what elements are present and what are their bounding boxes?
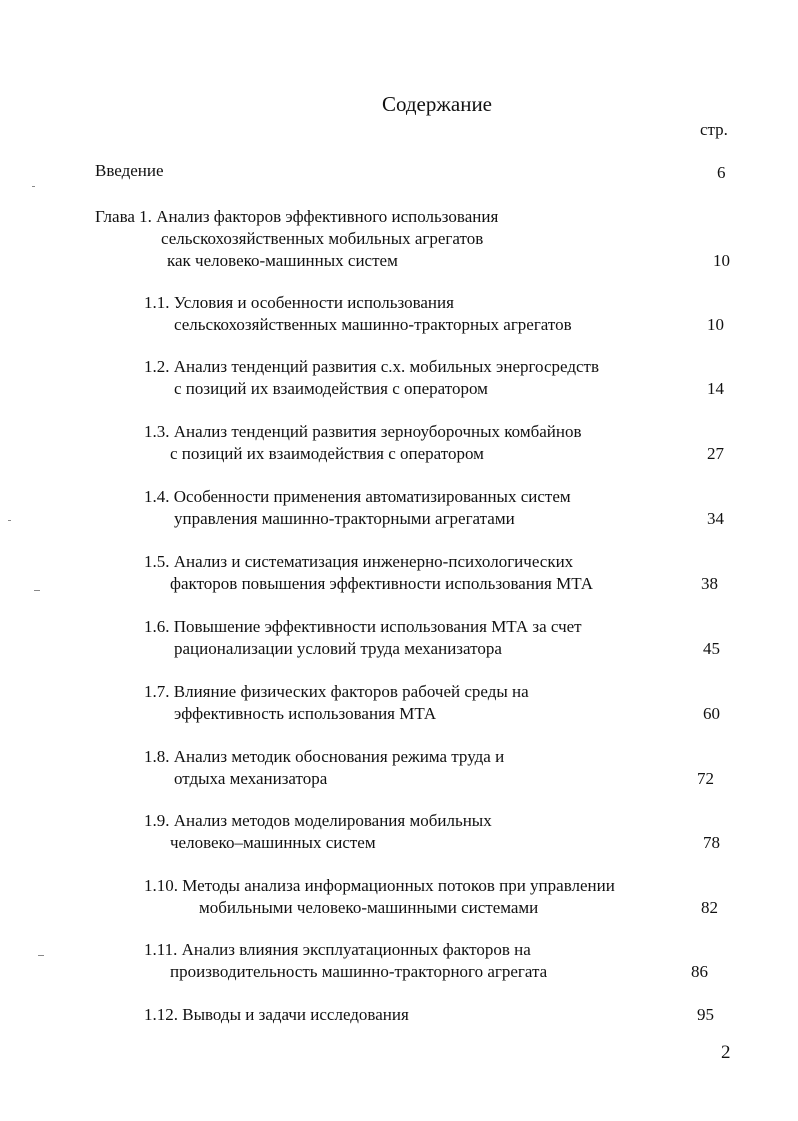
toc-section-1-8-line-1: 1.8. Анализ методик обоснования режима труда и — [144, 747, 505, 766]
page-column-label: стр. — [700, 120, 728, 139]
toc-section-1-12-page: 95 — [697, 1005, 714, 1024]
toc-section-1-1-line-2: сельскохозяйственных машинно-тракторных агрегатов — [174, 315, 572, 334]
toc-section-1-6-line-2: рационализации условий труда механизатора — [174, 639, 502, 658]
toc-section-1-3-line-2: с позиций их взаимодействия с оператором — [170, 444, 484, 463]
toc-section-1-1-page: 10 — [707, 315, 724, 334]
toc-section-1-11-line-2: производительность машинно-тракторного агрегата — [170, 962, 548, 981]
toc-section-1-5-page: 38 — [701, 574, 718, 593]
toc-section-1-5-line-1: 1.5. Анализ и систематизация инженерно-психологических — [144, 552, 574, 571]
toc-section-1-9-line-2: человеко–машинных систем — [170, 833, 376, 852]
toc-section-1-4-line-2: управления машинно-тракторными агрегатами — [174, 509, 515, 528]
toc-section-1-3-page: 27 — [707, 444, 724, 463]
toc-section-1-6-line-1: 1.6. Повышение эффективности использования МТА за счет — [144, 617, 582, 636]
toc-section-1-8-page: 72 — [697, 769, 714, 788]
toc-section-1-9-line-1: 1.9. Анализ методов моделирования мобильных — [144, 811, 492, 830]
page-title: Содержание — [381, 92, 493, 116]
toc-section-1-2-line-1: 1.2. Анализ тенденций развития с.х. мобильных энергосредств — [144, 357, 599, 376]
toc-section-1-7-line-2: эффективность использования МТА — [174, 704, 437, 723]
toc-chapter-1-line-2: сельскохозяйственных мобильных агрегатов — [161, 229, 484, 248]
toc-chapter-1-line-1: Глава 1. Анализ факторов эффективного использования — [95, 207, 499, 226]
toc-chapter-1-page: 10 — [713, 251, 730, 270]
toc-section-1-10-line-1: 1.10. Методы анализа информационных потоков при управлении — [144, 876, 615, 895]
toc-section-1-9-page: 78 — [703, 833, 720, 852]
toc-section-1-3-line-1: 1.3. Анализ тенденций развития зерноуборочных комбайнов — [144, 422, 582, 441]
toc-section-1-10-page: 82 — [701, 898, 718, 917]
toc-section-1-5-line-2: факторов повышения эффективности использования МТА — [170, 574, 594, 593]
toc-section-1-10-line-2: мобильными человеко-машинными системами — [199, 898, 539, 917]
scan-speck — [32, 186, 35, 187]
toc-intro-label: Введение — [95, 161, 164, 180]
scan-speck — [38, 955, 44, 956]
toc-section-1-7-page: 60 — [703, 704, 720, 723]
toc-section-1-7-line-1: 1.7. Влияние физических факторов рабочей среды на — [144, 682, 529, 701]
toc-section-1-8-line-2: отдыха механизатора — [174, 769, 328, 788]
scan-speck — [8, 520, 11, 521]
page-number: 2 — [721, 1042, 731, 1063]
toc-section-1-11-page: 86 — [691, 962, 708, 981]
toc-section-1-1-line-1: 1.1. Условия и особенности использования — [144, 293, 454, 312]
toc-chapter-1-line-3: как человеко-машинных систем — [167, 251, 398, 270]
toc-section-1-11-line-1: 1.11. Анализ влияния эксплуатационных факторов на — [144, 940, 531, 959]
scan-speck — [34, 590, 40, 591]
toc-section-1-4-page: 34 — [707, 509, 724, 528]
toc-section-1-2-line-2: с позиций их взаимодействия с оператором — [174, 379, 488, 398]
toc-section-1-12-line-1: 1.12. Выводы и задачи исследования — [144, 1005, 409, 1024]
toc-section-1-2-page: 14 — [707, 379, 724, 398]
toc-intro-page: 6 — [717, 163, 726, 182]
toc-section-1-6-page: 45 — [703, 639, 720, 658]
toc-section-1-4-line-1: 1.4. Особенности применения автоматизированных систем — [144, 487, 571, 506]
